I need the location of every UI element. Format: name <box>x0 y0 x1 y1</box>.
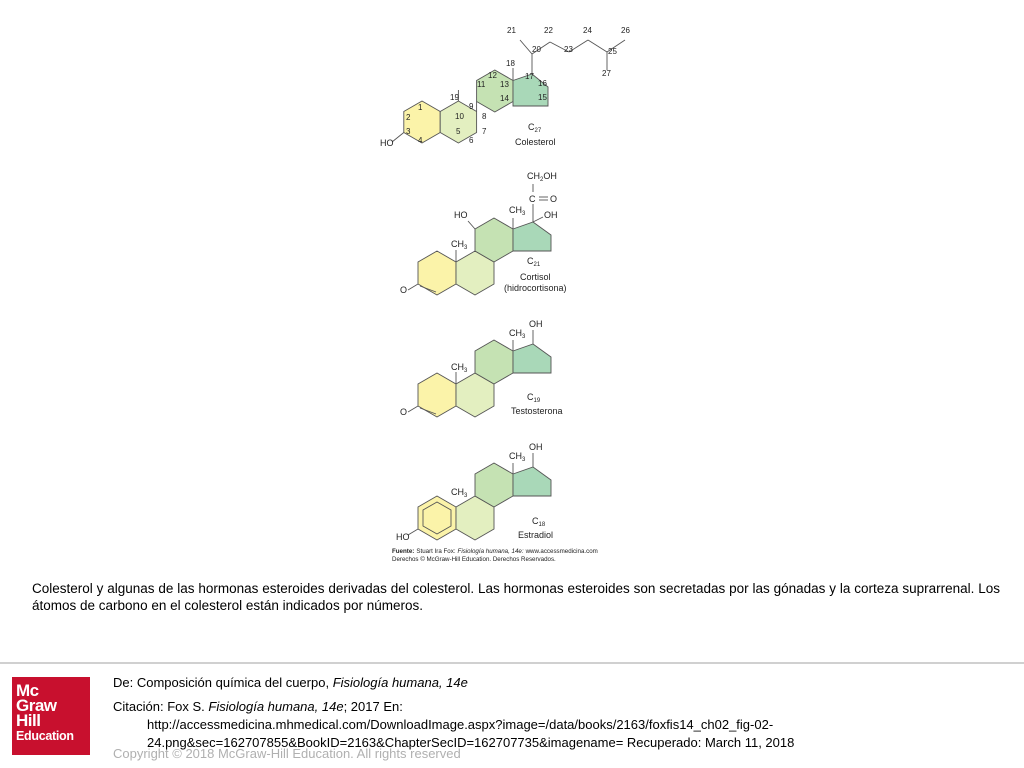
citation-url: http://accessmedicina.mhmedical.com/DownloadImage.aspx?image=/data/books/2163/foxfis14_ch02_fig-02- <box>147 717 774 732</box>
steroid-structures-svg <box>380 18 660 566</box>
cholesterol-formula: $C_{27}$ <box>528 122 542 134</box>
steroid-figure <box>380 18 660 566</box>
citation-year: ; 2017 En: <box>343 699 403 714</box>
carbon-12: 12 <box>488 71 497 80</box>
testosterone-ring-a <box>418 373 456 417</box>
carbon-11: 11 <box>477 80 486 89</box>
carbon-9: 9 <box>469 102 474 111</box>
cortisol-carbonyl-o: O <box>550 194 558 204</box>
logo-line-4: Education <box>16 729 74 743</box>
citation-line <box>113 698 1013 716</box>
from-line <box>113 674 1013 692</box>
testosterone-structure <box>408 330 551 417</box>
cortisol-formula: $C_{21}$ <box>527 256 541 268</box>
testosterone-formula: $C_{19}$ <box>527 392 541 404</box>
estradiol-ch3-top: $CH_3$ <box>509 451 526 463</box>
carbon-3: 3 <box>406 127 411 136</box>
cortisol-oh: OH <box>544 210 558 220</box>
logo-line-2: Graw <box>16 696 57 715</box>
logo-line-1: Mc <box>16 681 39 700</box>
carbon-16: 16 <box>538 79 547 88</box>
from-book: Fisiología humana, 14e <box>332 675 468 690</box>
carbon-6: 6 <box>469 136 474 145</box>
testosterone-ring-d <box>513 344 551 373</box>
cholesterol-ho-group: HO <box>380 138 394 148</box>
citation-url-continued: 24.png&sec=162707855&BookID=2163&ChapterSecID=162707735&imagename= Recuperado: March 11, 2018 <box>147 735 795 750</box>
citation-book: Fisiología humana, 14e <box>208 699 344 714</box>
estradiol-ch3: $CH_3$ <box>451 487 468 499</box>
estradiol-formula: $C_{18}$ <box>532 516 546 528</box>
cortisol-ho: HO <box>454 210 468 220</box>
citation-label: Citación: <box>113 699 164 714</box>
citation-author: Fox S. <box>167 699 205 714</box>
figure-caption: Colesterol y algunas de las hormonas esteroides derivadas del colesterol. Las hormonas esteroides son secretadas por las gónadas y la corteza suprarrenal. Los átomos de carbono en el colesterol están indicados por números. <box>32 581 1000 613</box>
footer-divider <box>0 662 1024 664</box>
carbon-22: 22 <box>544 26 553 35</box>
carbon-10: 10 <box>455 112 464 121</box>
cortisol-name: Cortisol <box>520 272 551 282</box>
source-line-2: Derechos © McGraw-Hill Education. Derechos Reservados. <box>392 556 556 563</box>
carbon-17: 17 <box>525 72 534 81</box>
estradiol-name: Estradiol <box>518 530 554 540</box>
cholesterol-structure <box>392 40 625 143</box>
carbon-21: 21 <box>507 26 516 35</box>
source-line-1: Fuente: Stuart Ira Fox: Fisiología humana, 14e: www.accessmedicina.com <box>392 548 598 555</box>
carbon-23: 23 <box>564 45 573 54</box>
carbon-24: 24 <box>583 26 592 35</box>
carbon-7: 7 <box>482 127 487 136</box>
carbon-8: 8 <box>482 112 487 121</box>
copyright-notice: Copyright © 2018 McGraw-Hill Education. All rights reserved <box>113 746 461 761</box>
carbon-13: 13 <box>500 80 509 89</box>
carbon-25: 25 <box>608 47 617 56</box>
estradiol-ho: HO <box>396 532 410 542</box>
figure-source-credit <box>392 548 598 563</box>
testosterone-oh: OH <box>529 319 543 329</box>
carbon-14: 14 <box>500 94 509 103</box>
cortisol-carbonyl-c: C <box>529 194 536 204</box>
testosterone-name: Testosterona <box>511 406 563 416</box>
cortisol-ch2oh: $CH_2OH$ <box>527 171 557 183</box>
estradiol-ring-d <box>513 467 551 496</box>
from-text: Composición química del cuerpo, <box>136 675 330 690</box>
estradiol-ring-a <box>418 496 456 540</box>
carbon-26: 26 <box>621 26 630 35</box>
carbon-15: 15 <box>538 93 547 102</box>
estradiol-structure <box>408 453 554 540</box>
cortisol-ch3: $CH_3$ <box>451 239 468 251</box>
estradiol-oh: OH <box>529 442 543 452</box>
cortisol-ring-d <box>513 222 551 251</box>
mcgraw-hill-logo <box>12 677 90 755</box>
carbon-18: 18 <box>506 59 515 68</box>
testosterone-ketone-o: O <box>400 407 408 417</box>
cortisol-ring-a <box>418 251 456 295</box>
carbon-20: 20 <box>532 45 541 54</box>
carbon-1: 1 <box>418 103 423 112</box>
cortisol-subtitle: (hidrocortisona) <box>504 283 567 293</box>
cortisol-ketone-o: O <box>400 285 408 295</box>
testosterone-ch3-top: $CH_3$ <box>509 328 526 340</box>
carbon-4: 4 <box>418 136 423 145</box>
from-label: De: <box>113 675 134 690</box>
citation-block <box>113 674 1013 752</box>
cholesterol-name: Colesterol <box>515 137 556 147</box>
carbon-19: 19 <box>450 93 459 102</box>
carbon-2: 2 <box>406 113 411 122</box>
testosterone-ch3: $CH_3$ <box>451 362 468 374</box>
carbon-27: 27 <box>602 69 611 78</box>
carbon-5: 5 <box>456 127 461 136</box>
cortisol-ch3-top: $CH_3$ <box>509 205 526 217</box>
logo-line-3: Hill <box>16 711 41 730</box>
